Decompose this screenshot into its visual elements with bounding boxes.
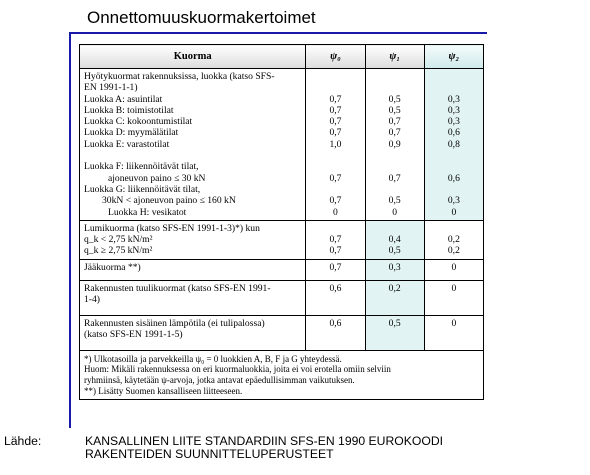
- footnotes: [80, 350, 484, 399]
- source-line1: KANSALLINEN LIITE STANDARDIIN SFS-EN 1990 EUROKOODI: [85, 434, 444, 448]
- value-cell: 0,7: [388, 172, 401, 184]
- snow-label-line2: q_k < 2,75 kN/m²: [84, 234, 153, 246]
- value-cell: 0,5: [388, 93, 401, 105]
- value-cell: 0: [424, 280, 483, 315]
- value-cell: 0,7: [329, 172, 342, 184]
- footnote-1: *) Ulkotasoilla ja parvekkeilla ψ₀ = 0 luokkien A, B, F ja G yhteydessä.: [84, 353, 342, 364]
- value-cell: 0,7: [329, 195, 342, 207]
- value-cell: 0,4: [388, 234, 401, 246]
- table-row-snow: [80, 220, 484, 259]
- source-text: [85, 435, 443, 461]
- wind-label-line2: 1-4): [84, 294, 100, 306]
- temperature-labels: [80, 315, 306, 350]
- header-kuorma: Kuorma: [80, 45, 306, 69]
- value-cell: 0,3: [447, 116, 460, 128]
- class-f-label-line1: Luokka F: liikennöitävät tilat,: [84, 161, 199, 173]
- source-label: Lähde:: [4, 434, 42, 448]
- imposed-heading-line1: Hyötykuormat rakennuksissa, luokka (katso SFS-: [84, 71, 275, 82]
- snow-psi1: [365, 220, 424, 259]
- value-cell: 0,5: [388, 195, 401, 207]
- value-cell: 0,6: [447, 127, 460, 139]
- value-cell: 0,7: [329, 104, 342, 116]
- ice-label: Jääkuorma **): [80, 259, 306, 280]
- class-f-label-line2: ajoneuvon paino ≤ 30 kN: [108, 172, 206, 184]
- table-row-wind: [80, 280, 484, 315]
- value-cell: 0,3: [447, 195, 460, 207]
- class-b-label: Luokka B: toimistotilat: [84, 104, 174, 116]
- footnote-4: **) Lisätty Suomen kansalliseen liitteeseen.: [84, 385, 243, 396]
- value-cell: 0,5: [388, 245, 401, 257]
- value-cell: 0,8: [447, 138, 460, 150]
- class-a-label: Luokka A: asuintilat: [84, 93, 163, 105]
- value-cell: 0,5: [365, 315, 424, 350]
- header-psi1: ψ₁: [365, 45, 424, 69]
- value-cell: 0: [424, 259, 483, 280]
- value-cell: 0,2: [365, 280, 424, 315]
- imposed-heading-line2: EN 1991-1-1): [84, 82, 138, 94]
- wind-label-line1: Rakennusten tuulikuormat (katso SFS-EN 1991-: [84, 282, 271, 294]
- value-cell: 0,2: [447, 245, 460, 257]
- value-cell: 0,7: [329, 245, 342, 257]
- value-cell: 0,7: [329, 127, 342, 139]
- snow-psi2: [424, 220, 483, 259]
- header-psi0: ψ₀: [306, 45, 365, 69]
- value-cell: 0,3: [447, 104, 460, 116]
- load-factor-table: [79, 44, 484, 400]
- value-cell: 0: [333, 206, 338, 218]
- value-cell: 0,3: [447, 93, 460, 105]
- value-cell: 0,7: [388, 116, 401, 128]
- table-row-temperature: [80, 315, 484, 350]
- value-cell: 0,5: [388, 104, 401, 116]
- source-line2: RAKENTEIDEN SUUNNITTELUPERUSTEET: [85, 447, 334, 461]
- table-row-notes: [80, 350, 484, 399]
- value-cell: 0,2: [447, 234, 460, 246]
- value-cell: 0,7: [329, 116, 342, 128]
- class-c-label: Luokka C: kokoontumistilat: [84, 116, 193, 128]
- imposed-loads-labels: [80, 69, 306, 221]
- value-cell: 0,6: [306, 315, 365, 350]
- value-cell: 0,7: [329, 234, 342, 246]
- value-cell: 0: [451, 206, 457, 218]
- value-cell: 1,0: [329, 138, 342, 150]
- page-title: Onnettomuuskuormakertoimet: [87, 8, 316, 27]
- footnote-3: ryhmiinsä, käytetään ψ-arvoja, jotka antavat epäedullisimman vaikutuksen.: [84, 374, 355, 385]
- snow-labels: [80, 220, 306, 259]
- value-cell: 0,6: [447, 172, 460, 184]
- snow-label-line3: q_k ≥ 2,75 kN/m²: [84, 245, 153, 257]
- table-row-imposed-loads: [80, 69, 484, 221]
- wind-labels: [80, 280, 306, 315]
- class-e-label: Luokka E: varastotilat: [84, 138, 170, 150]
- temperature-label-line2: (katso SFS-EN 1991-1-5): [84, 329, 183, 341]
- snow-label-line1: Lumikuorma (katso SFS-EN 1991-1-3)*) kun: [84, 222, 260, 234]
- value-cell: 0,7: [388, 127, 401, 139]
- class-d-label: Luokka D: myymälätilat: [84, 127, 179, 139]
- table-header-row: [80, 45, 484, 69]
- class-g-label-line2: 30kN < ajoneuvon paino ≤ 160 kN: [102, 195, 236, 207]
- temperature-label-line1: Rakennusten sisäinen lämpötila (ei tulipalossa): [84, 317, 265, 329]
- header-psi2: ψ₂: [424, 45, 483, 69]
- class-h-label: Luokka H: vesikatot: [108, 206, 187, 218]
- value-cell: 0: [424, 315, 483, 350]
- imposed-psi2-column: [424, 69, 483, 221]
- value-cell: 0,7: [306, 259, 365, 280]
- imposed-psi1-column: [365, 69, 424, 221]
- class-g-label-line1: Luokka G: liikennöitävät tilat,: [84, 183, 201, 195]
- value-cell: 0,7: [329, 93, 342, 105]
- value-cell: 0,9: [388, 138, 401, 150]
- footnote-2: Huom: Mikäli rakennuksessa on eri kuormaluokkia, joita ei voi erotella omiin selviin: [84, 364, 391, 375]
- value-cell: 0,3: [365, 259, 424, 280]
- value-cell: 0,6: [306, 280, 365, 315]
- snow-psi0: [306, 220, 365, 259]
- value-cell: 0: [392, 206, 398, 218]
- table-row-ice: [80, 259, 484, 280]
- imposed-psi0-column: [306, 69, 365, 221]
